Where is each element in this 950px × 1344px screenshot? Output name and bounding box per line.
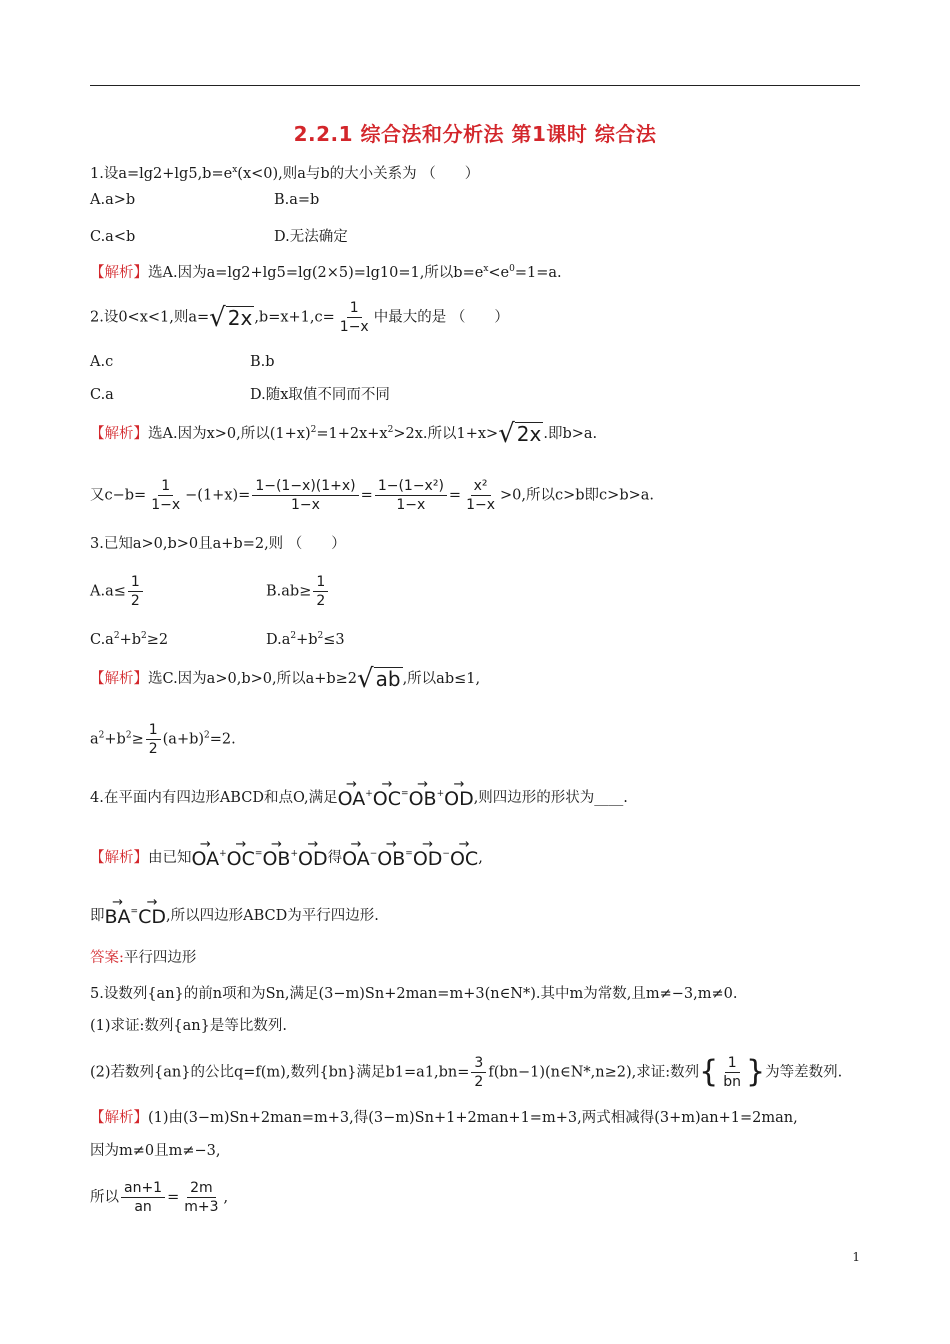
vector-oc: → OC [372,777,402,810]
q1-option-a: A.a>b [90,192,136,208]
right-brace-icon: } [746,1054,766,1090]
q1-option-b: B.a=b [274,192,320,208]
q5-solution-line1: 【解析】(1)由(3−m)Sn+2man=m+3,得(3−m)Sn+1+2man+1=m+3,两式相减得(3+m)an+1=2man, [90,1110,798,1126]
q5-part1: (1)求证:数列{an}是等比数列. [90,1018,287,1034]
vector-oa: → OA [191,837,220,870]
q3-solution-line2: $a^2+b^2\ge$ $\frac{1}{2}$ $(a+b)^2=2$. [90,722,236,757]
fraction: $\frac{1}{1-x}$ [151,478,181,513]
q3-option-a: A.a≤ $\frac{1}{2}$ [90,574,145,609]
q2-option-c: C.a [90,387,114,403]
q5-solution-line3: 所以 $\frac{an+1}{an}$ = $\frac{2m}{m+3}$ , [90,1180,229,1215]
fraction: $\frac{2m}{m+3}$ [184,1180,219,1215]
sqrt-ab: √ ab [357,664,401,694]
fraction: $\frac{\text{x²}}{1-x}$ [466,478,496,513]
q4-stem: 4.在平面内有四边形ABCD和点O,满足 → OA + → OC = → OB + → OD ,则四边形的形状为____. [90,777,628,810]
header-rule [90,85,860,86]
fraction: $\frac{3}{2}$ [471,1055,486,1090]
q3-solution-line1: 【解析】选C.因为a>0,b>0,所以a+b≥2 √ ab ,所以ab≤1, [90,664,481,694]
q4-answer: 答案:平行四边形 [90,950,197,966]
q5-solution-line2: 因为m≠0且m≠−3, [90,1143,221,1159]
q5-part2: (2)若数列{an}的公比q=f(m),数列{bn}满足b1=a1,bn= $\frac{3}{2}$ f(bn−1)(n∈N*,n≥2),求证:数列{ $\frac{1}{bn}$ }为等差数列. [90,1054,843,1090]
q2-stem: 2.设0<x<1,则a= √ 2x ,b=x+1,c= $\frac{1}{1-x}$ 中最大的是 （ ） [90,300,509,335]
q3-option-b: B.ab≥ $\frac{1}{2}$ [266,574,330,609]
sqrt-2x: √ 2x [209,302,253,333]
left-brace-icon: { [699,1054,719,1090]
fraction: $\frac{\text{1−(1−x²)}}{1-x}$ [375,478,447,513]
fraction: $\frac{1}{1-x}$ [339,300,369,335]
q2-option-b: B.b [250,354,275,370]
q1-stem: 1.设$a=\lg 2+\lg 5,b=e^x(x<0)$,则a与b的大小关系为 （ ） [90,165,480,182]
fraction: $\frac{1}{2}$ [128,574,143,609]
q2-solution-line2: 又c−b= $\frac{1}{1-x}$ −(1+x)= $\frac{1-(1-x)(1+x)}{1-x}$ = $\frac{\text{1−(1−x²)}}{1-x}$ = $\frac{\text{x²}}{1-x}$ >0,所以c>b即c>b>a. [90,478,655,513]
q4-solution-line2: 即 → BA = → CD ,所以四边形ABCD为平行四边形. [90,895,379,928]
page-number: 1 [852,1250,860,1264]
q3-option-d: $D.a^2+b^2\le 3$ [266,631,345,648]
sqrt-2x: √ 2x [498,418,542,449]
q1-option-d: D.无法确定 [274,229,348,245]
q2-option-a: A.c [90,354,114,370]
fraction: $\frac{1}{bn}$ [723,1055,742,1090]
fraction: $\frac{1}{2}$ [146,722,161,757]
vector-oa: → OA [337,777,366,810]
q1-solution: 【解析】选A.因为a=lg2+lg5=lg(2×5)=lg10=1,所以$b=e^x<e^0=1=a$. [90,264,562,281]
vector-ob: → OB [377,837,406,870]
vector-ob: → OB [262,837,291,870]
q3-stem: 3.已知a>0,b>0且a+b=2,则 （ ） [90,536,346,552]
vector-oa: → OA [342,837,370,870]
q3-option-c: $C.a^2+b^2\ge 2$ [90,631,169,648]
vector-od: → OD [298,837,328,870]
vector-od: → OD [412,837,443,870]
vector-ob: → OB [408,777,437,810]
vector-ba: → BA [104,895,131,928]
solution-tag: 【解析】 [90,264,148,281]
fraction: $\frac{1}{2}$ [313,574,328,609]
vector-oc: → OC [449,837,479,870]
q1-option-c: C.a<b [90,229,136,245]
vector-od: → OD [444,777,474,810]
fraction: $\frac{an+1}{an}$ [121,1180,165,1215]
q2-option-d: D.随x取值不同而不同 [250,387,390,403]
vector-cd: → CD [138,895,166,928]
fraction: $\frac{1-(1-x)(1+x)}{1-x}$ [252,478,358,513]
q5-stem: 5.设数列{an}的前n项和为Sn,满足(3−m)Sn+2man=m+3(n∈N*).其中m为常数,且m≠−3,m≠0. [90,986,738,1002]
vector-oc: → OC [226,837,255,870]
page-title: 2.2.1 综合法和分析法 第1课时 综合法 [293,122,657,146]
q4-solution-line1: 【解析】由已知 → OA + → OC = → OB + → OD 得 → OA − → OB = → OD − → OC , [90,837,483,870]
q2-solution-line1: 【解析】选A.因为x>0,所以$(1+x)^2=1+2x+x^2>2x$.所以1+x> √ 2x .即b>a. [90,418,598,449]
